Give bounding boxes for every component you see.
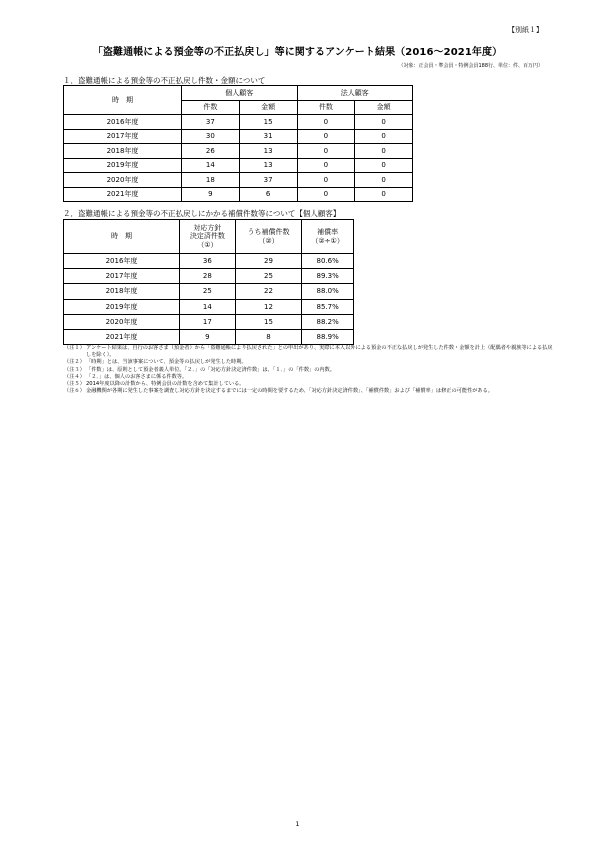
decided-cell: 25 — [180, 284, 236, 299]
note-label: （注２） — [64, 359, 85, 366]
decided-cell: 17 — [180, 314, 236, 329]
table-row — [64, 187, 413, 202]
table-row — [64, 173, 413, 188]
decided-header — [180, 220, 236, 254]
period-cell: 2016年度 — [64, 254, 180, 269]
period-cell: 2018年度 — [64, 284, 180, 299]
note-text: 金融機関が各期に発生した事案を調査し対応方針を決定するまでには一定の時間を要するため、「対応方針決定済件数」、「補償件数」および「補償率」は修正の可能性がある。 — [86, 388, 493, 395]
table-row — [64, 144, 413, 159]
rate-header-line2: （②÷①） — [311, 236, 344, 245]
corp-count-cell: 0 — [297, 144, 355, 159]
ind-count-cell: 18 — [182, 173, 240, 188]
rate-cell: 88.9% — [302, 329, 354, 344]
table-row — [64, 158, 413, 173]
ind-count-cell: 30 — [182, 129, 240, 144]
ind-count-cell: 37 — [182, 115, 240, 130]
table-row — [64, 329, 354, 344]
corp-count-cell: 0 — [297, 115, 355, 130]
note-label: （注１） — [64, 345, 85, 351]
decided-header-line2: 決定済件数 — [189, 232, 225, 241]
period-cell: 2019年度 — [64, 299, 180, 314]
note-item — [64, 359, 554, 366]
rate-cell: 88.2% — [302, 314, 354, 329]
period-cell: 2018年度 — [64, 144, 182, 159]
compensation-table — [63, 219, 354, 345]
notes — [64, 345, 554, 395]
decided-cell: 28 — [180, 269, 236, 284]
table-row — [64, 314, 354, 329]
rate-cell: 85.7% — [302, 299, 354, 314]
compensated-cell: 8 — [235, 329, 302, 344]
corp-count-cell: 0 — [297, 129, 355, 144]
note-label: （注５） — [64, 381, 85, 388]
period-cell: 2021年度 — [64, 329, 180, 344]
corp-amount-cell: 0 — [355, 158, 413, 173]
period-cell: 2019年度 — [64, 158, 182, 173]
compensated-cell: 12 — [235, 299, 302, 314]
period-cell: 2020年度 — [64, 173, 182, 188]
decided-cell: 14 — [180, 299, 236, 314]
note-text: 2014年度以降の計数から、特例会員の計数を含めて集計している。 — [86, 381, 245, 388]
compensated-header-line2: （②） — [258, 236, 279, 245]
ind-amount-cell: 37 — [239, 173, 297, 188]
page-number: 1 — [295, 820, 300, 828]
attachment-label: 【別紙１】 — [508, 26, 543, 34]
scope-note: （対象：正会員・準会員・特例会員188行、単位：件、百万円） — [398, 63, 543, 69]
ind-amount-cell: 13 — [239, 144, 297, 159]
compensated-cell: 25 — [235, 269, 302, 284]
period-cell: 2017年度 — [64, 269, 180, 284]
corp-count-cell: 0 — [297, 158, 355, 173]
note-text: 「２．」は、個人のお客さまに係る件数等。 — [86, 373, 188, 380]
period-cell: 2016年度 — [64, 115, 182, 130]
compensated-cell: 22 — [235, 284, 302, 299]
decided-header-line3: （①） — [197, 240, 218, 249]
note-item — [64, 388, 554, 395]
ind-amount-cell: 31 — [239, 129, 297, 144]
decided-cell: 36 — [180, 254, 236, 269]
ind-amount-cell: 13 — [239, 158, 297, 173]
page-title: 「盗難通帳による預金等の不正払戻し」等に関するアンケート結果（2016～2021年度） — [92, 47, 503, 58]
note-label: （注６） — [64, 388, 85, 395]
corporate-header: 法人顧客 — [297, 86, 413, 101]
decided-header-line1: 対応方針 — [193, 224, 222, 233]
ind-amount-cell: 6 — [239, 187, 297, 202]
compensated-header-line1: うち補償件数 — [247, 228, 290, 237]
corp-amount-cell: 0 — [355, 144, 413, 159]
note-text: アンケート結果は、自行のお客さま（預金者）から「盗難通帳により払戻された」との申出があり、実際に本人以外による預金の不正な払戻しが発生した件数・金額を計上（配偶者や親族等による払戻しを除く）。 — [86, 345, 553, 359]
compensated-cell: 15 — [235, 314, 302, 329]
period-cell: 2021年度 — [64, 187, 182, 202]
table-row — [64, 129, 413, 144]
corp-amount-cell: 0 — [355, 115, 413, 130]
rate-cell: 89.3% — [302, 269, 354, 284]
period-header: 時 期 — [64, 86, 182, 115]
note-item — [64, 374, 554, 381]
compensated-cell: 29 — [235, 254, 302, 269]
ind-count-cell: 26 — [182, 144, 240, 159]
individual-header: 個人顧客 — [182, 86, 298, 101]
corp-amount-cell: 0 — [355, 187, 413, 202]
fraud-count-table — [63, 85, 413, 202]
note-text: 「時期」とは、当該事案について、預金等の払戻しが発生した時期。 — [86, 359, 247, 366]
rate-cell: 80.6% — [302, 254, 354, 269]
rate-header-line1: 補償率 — [317, 228, 339, 237]
section1-heading: １．盗難通帳による預金等の不正払戻し件数・金額について — [63, 76, 266, 85]
note-item — [64, 367, 554, 374]
corp-amount-cell: 0 — [355, 129, 413, 144]
table-row — [64, 269, 354, 284]
period-header: 時 期 — [64, 220, 180, 254]
corp-amount-header: 金額 — [355, 100, 413, 115]
corp-count-cell: 0 — [297, 187, 355, 202]
corp-count-cell: 0 — [297, 173, 355, 188]
ind-count-header: 件数 — [182, 100, 240, 115]
corp-amount-cell: 0 — [355, 173, 413, 188]
period-cell: 2020年度 — [64, 314, 180, 329]
note-label: （注４） — [64, 373, 85, 380]
section2-heading: ２．盗難通帳による預金等の不正払戻しにかかる補償件数等について【個人顧客】 — [63, 209, 341, 218]
ind-amount-header: 金額 — [239, 100, 297, 115]
corp-count-header: 件数 — [297, 100, 355, 115]
note-label: （注３） — [64, 366, 85, 373]
ind-count-cell: 14 — [182, 158, 240, 173]
decided-cell: 9 — [180, 329, 236, 344]
note-text: 「件数」は、原則として預金者義人単位。「２．」の「対応方針決定済件数」は、「１．」の「件数」の内数。 — [86, 366, 335, 373]
ind-count-cell: 9 — [182, 187, 240, 202]
note-item — [64, 345, 554, 359]
table-row — [64, 284, 354, 299]
table-row — [64, 254, 354, 269]
table-row — [64, 115, 413, 130]
rate-header — [302, 220, 354, 254]
table-row — [64, 299, 354, 314]
rate-cell: 88.0% — [302, 284, 354, 299]
compensated-header — [235, 220, 302, 254]
ind-amount-cell: 15 — [239, 115, 297, 130]
period-cell: 2017年度 — [64, 129, 182, 144]
